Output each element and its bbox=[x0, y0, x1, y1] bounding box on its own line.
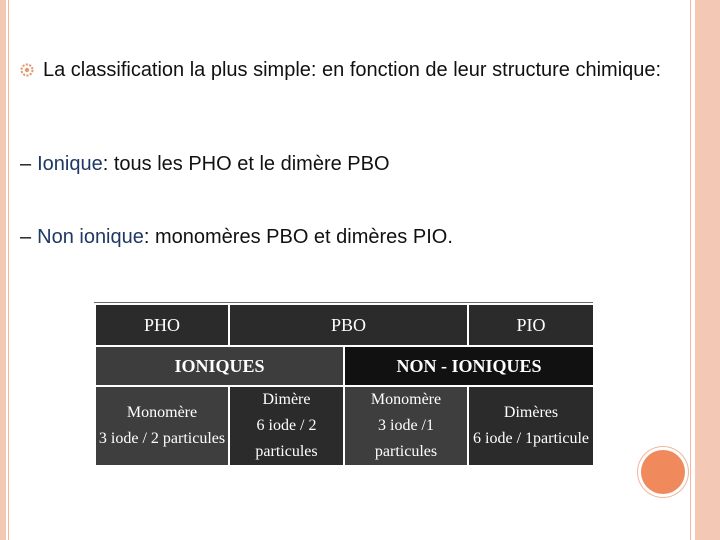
cell-detail: 3 iode /1 particules bbox=[374, 417, 438, 460]
item-description: : tous les PHO et le dimère PBO bbox=[102, 153, 390, 175]
term-ionique: Ionique bbox=[37, 153, 103, 175]
table-header-row bbox=[95, 304, 594, 346]
left-decorative-border bbox=[0, 0, 6, 540]
cell-title: Monomère bbox=[370, 391, 442, 408]
dash: – bbox=[20, 226, 32, 248]
right-frame-line bbox=[690, 0, 691, 540]
cell-title: Dimères bbox=[503, 404, 559, 421]
table-cell bbox=[468, 386, 594, 466]
table-cell bbox=[344, 386, 468, 466]
header-pbo: PBO bbox=[229, 304, 468, 346]
cell-title: Monomère bbox=[126, 404, 198, 421]
list-item-non-ionique bbox=[20, 226, 453, 249]
dash: – bbox=[20, 153, 32, 175]
table-group-row bbox=[95, 346, 594, 386]
header-pho: PHO bbox=[95, 304, 229, 346]
table-cell bbox=[229, 386, 344, 466]
list-item-ionique bbox=[20, 153, 390, 176]
term-non-ionique: Non ionique bbox=[37, 226, 144, 248]
group-non-ioniques: NON - IONIQUES bbox=[344, 346, 594, 386]
cell-detail: 3 iode / 2 particules bbox=[98, 430, 226, 447]
bullet-text: La classification la plus simple: en fonction de leur structure chimique: bbox=[43, 59, 662, 81]
group-ioniques: IONIQUES bbox=[95, 346, 344, 386]
item-description: : monomères PBO et dimères PIO. bbox=[143, 226, 453, 248]
gear-icon bbox=[20, 63, 34, 77]
left-frame-line bbox=[8, 0, 9, 540]
decorative-circle bbox=[641, 450, 685, 494]
table-cell bbox=[95, 386, 229, 466]
table-row bbox=[95, 386, 594, 466]
cell-title: Dimère bbox=[262, 391, 311, 408]
cell-detail: 6 iode / 2 particules bbox=[255, 417, 318, 460]
right-decorative-border bbox=[695, 0, 720, 540]
header-pio: PIO bbox=[468, 304, 594, 346]
cell-detail: 6 iode / 1particule bbox=[473, 430, 589, 447]
classification-table bbox=[94, 303, 595, 467]
